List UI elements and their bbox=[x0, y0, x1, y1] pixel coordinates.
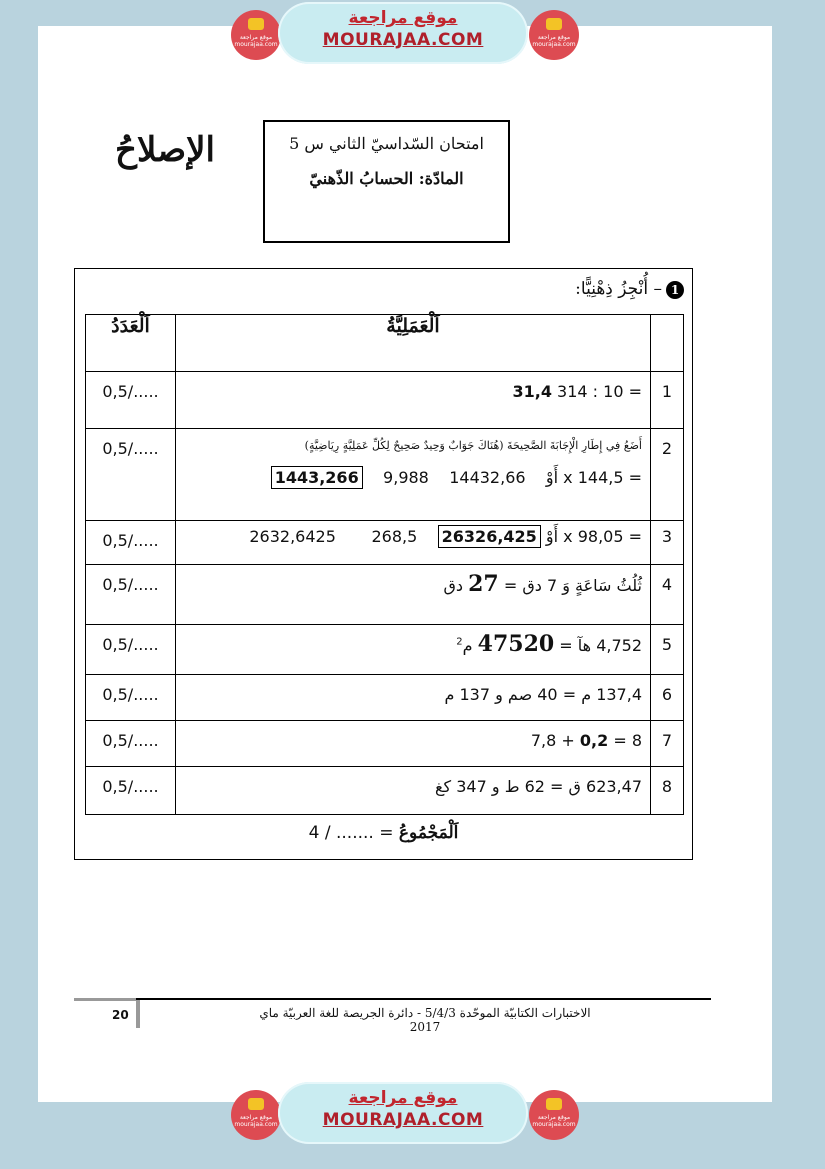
header-score: اَلْعَدَدُ bbox=[86, 315, 176, 372]
question-title: 1– أُنْجِزُ ذِهْنِيًّا: bbox=[575, 279, 684, 299]
score-cell: 0,5/..... bbox=[86, 372, 176, 429]
score-cell: 0,5/..... bbox=[86, 767, 176, 815]
question-number-badge: 1 bbox=[666, 281, 684, 299]
header-num bbox=[651, 315, 684, 372]
site-logo[interactable]: موقع مراجعة mourajaa.com bbox=[231, 10, 281, 60]
exercise-frame bbox=[74, 268, 693, 860]
site-logo[interactable]: موقع مراجعة mourajaa.com bbox=[529, 10, 579, 60]
score-cell: 0,5/..... bbox=[86, 625, 176, 675]
footer-divider bbox=[74, 998, 711, 1000]
table-row: 8 623,47 ق = 62 ط و 347 كغ 0,5/..... bbox=[86, 767, 684, 815]
exam-line: امتحان السّداسيّ الثاني س 5 bbox=[289, 134, 484, 153]
bottom-banner bbox=[0, 1080, 825, 1150]
site-logo[interactable]: موقع مراجعة mourajaa.com bbox=[529, 1090, 579, 1140]
exam-info-box bbox=[263, 120, 510, 243]
header-operation: اَلْعَمَلِيَّةُ bbox=[176, 315, 651, 372]
table-row: 6 137,4 م = 40 صم و 137 م 0,5/..... bbox=[86, 675, 684, 721]
site-name-english[interactable]: MOURAJAA.COM bbox=[322, 1110, 484, 1130]
table-row: 7 7,8 + 0,2 = 8 0,5/..... bbox=[86, 721, 684, 767]
exercise-table bbox=[85, 314, 684, 815]
table-row: 3 2632,6425 أَوْ 26326,425 268,5 x 98,05 = 0,5/..... bbox=[86, 521, 684, 565]
footer-text: الاختبارات الكتابيّة الموحّدة 5/4/3 - دائرة الجريصة للغة العربيّة ماي 2017 bbox=[259, 1006, 591, 1034]
page-title: الإصلاحُ bbox=[115, 130, 215, 170]
score-cell: 0,5/..... bbox=[86, 675, 176, 721]
total-line: اَلْمَجْمُوعُ = ....... / 4 bbox=[308, 823, 459, 843]
site-name-english[interactable]: MOURAJAA.COM bbox=[322, 30, 484, 50]
table-row: 2 أَضَعُ فِي إِطَارِ الْإِجَابَةَ الصَّحِيحَةَ (هُنَاكَ جَوَابٌ وَحِيدٌ صَحِيحٌ لِكُلِّ عَمَلِيَّةٍ رِيَاضِيَّةٍ) 1443,266 أَوْ 14432,66 9,988 x 144,5 = 0,5/..... bbox=[86, 429, 684, 521]
score-cell: 0,5/..... bbox=[86, 721, 176, 767]
site-logo[interactable]: موقع مراجعة mourajaa.com bbox=[231, 1090, 281, 1140]
footer-accent-bar bbox=[136, 1000, 140, 1028]
table-row: 4 ثُلُثُ سَاعَةٍ وَ 7 دق = 27 دق 0,5/..... bbox=[86, 565, 684, 625]
site-name-arabic[interactable]: موقع مراجعة bbox=[348, 8, 458, 28]
correct-answer-box: 1443,266 bbox=[271, 466, 363, 489]
score-cell: 0,5/..... bbox=[86, 521, 176, 565]
score-cell: 0,5/..... bbox=[86, 565, 176, 625]
table-header-row bbox=[86, 315, 684, 372]
footer-accent bbox=[74, 998, 136, 1001]
table-row: 1 31,4 314 : 10 = 0,5/..... bbox=[86, 372, 684, 429]
top-banner bbox=[0, 0, 825, 70]
page-number: 20 bbox=[112, 1008, 129, 1022]
score-cell: 0,5/..... bbox=[86, 429, 176, 521]
subject-line: المادّة: الحسابُ الذّهنيّ bbox=[309, 169, 464, 188]
site-name-pill[interactable] bbox=[278, 1082, 528, 1144]
book-icon bbox=[546, 1098, 562, 1110]
site-name-arabic[interactable]: موقع مراجعة bbox=[348, 1088, 458, 1108]
correct-answer-box: 26326,425 bbox=[438, 525, 541, 548]
book-icon bbox=[248, 18, 264, 30]
book-icon bbox=[248, 1098, 264, 1110]
table-row: 5 4,752 هآ = 47520 م$^2$ 0,5/..... bbox=[86, 625, 684, 675]
site-name-pill[interactable] bbox=[278, 2, 528, 64]
book-icon bbox=[546, 18, 562, 30]
